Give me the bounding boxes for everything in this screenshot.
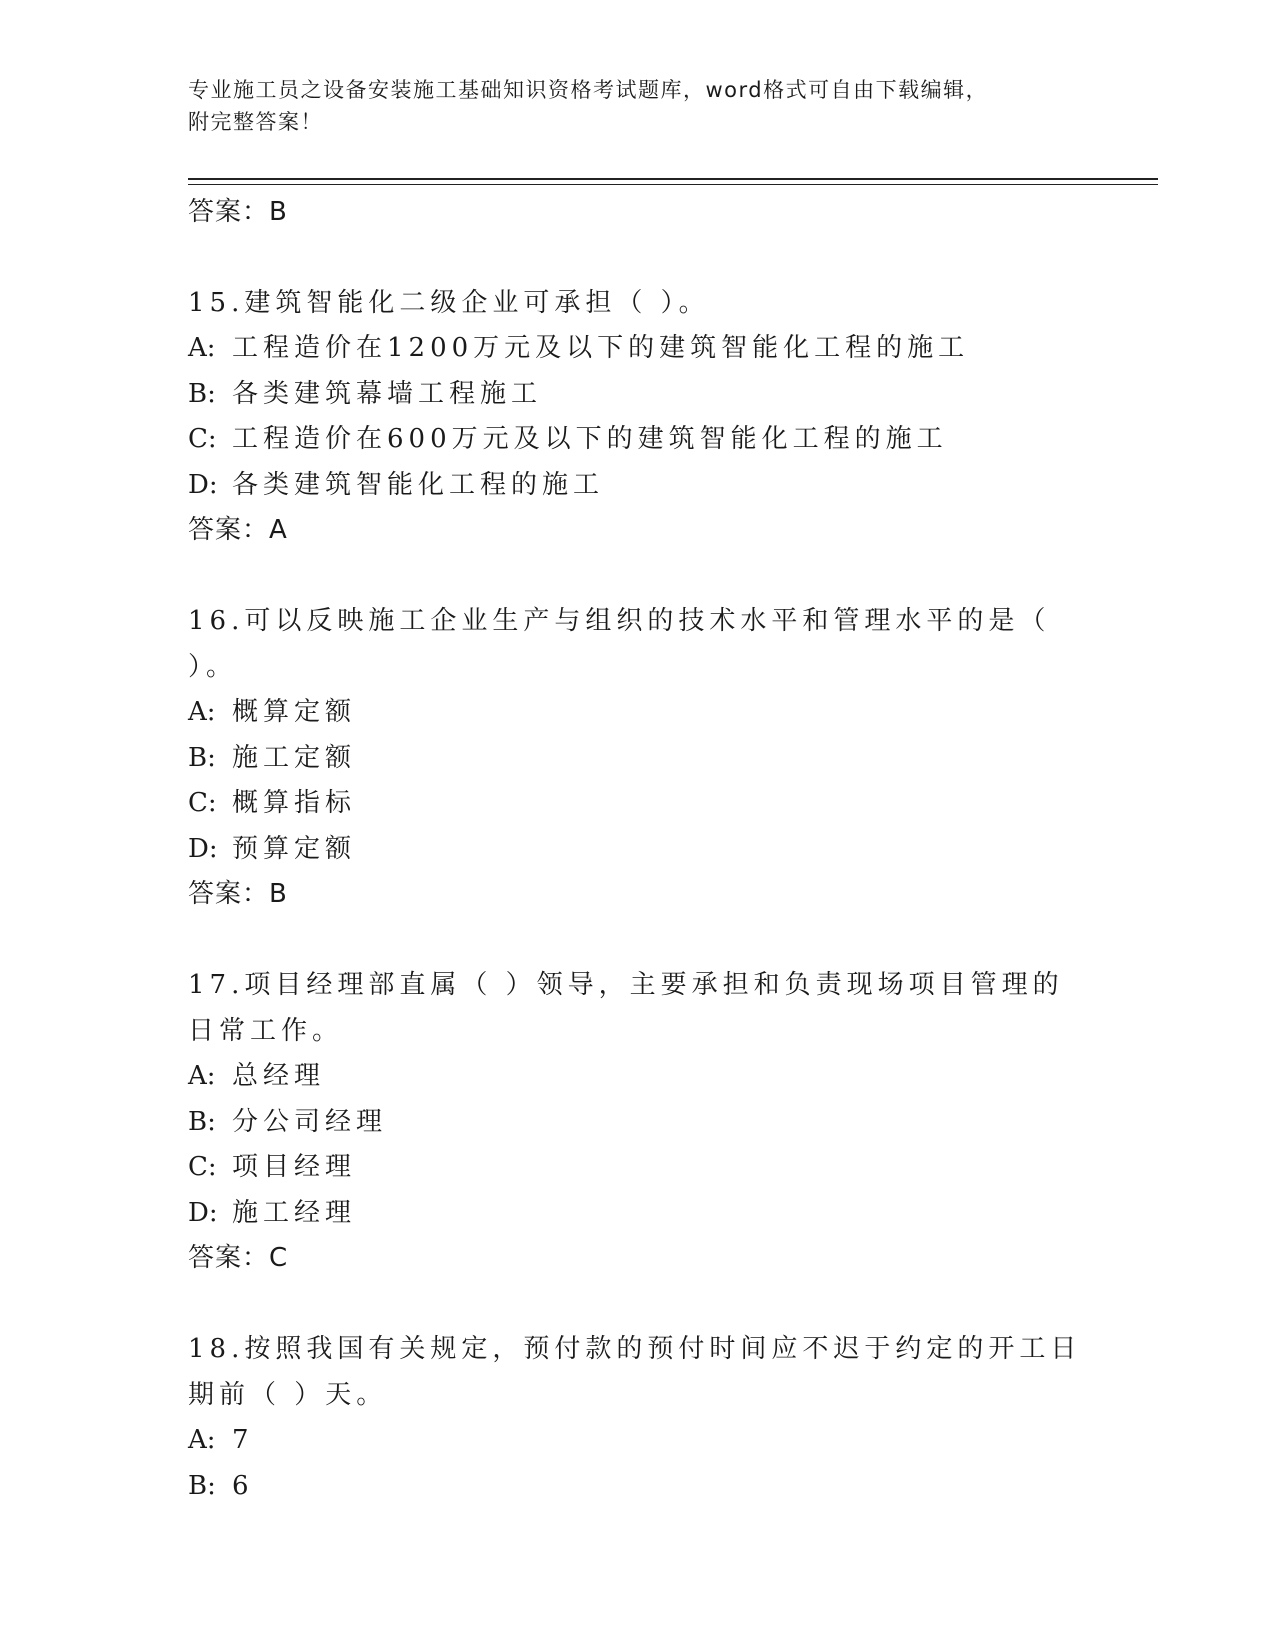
option-a xyxy=(188,1418,1158,1464)
option-text: 各类建筑智能化工程的施工 xyxy=(232,469,605,500)
header-line-2: 附完整答案！ xyxy=(188,110,323,134)
option-text: 工程造价在600万元及以下的建筑智能化工程的施工 xyxy=(232,424,948,454)
question-block xyxy=(188,1326,1158,1509)
header-divider-thin xyxy=(188,184,1158,185)
option-d xyxy=(188,1191,1158,1237)
option-letter: A: xyxy=(188,333,216,363)
answer-line: 答案：A xyxy=(188,515,288,545)
option-letter: B: xyxy=(188,378,216,409)
question-block xyxy=(188,962,1158,1280)
option-c xyxy=(188,781,1158,827)
option-letter: B: xyxy=(188,742,216,773)
document-header xyxy=(188,74,1088,138)
option-text: 工程造价在1200万元及以下的建筑智能化工程的施工 xyxy=(232,333,970,363)
question-block xyxy=(188,280,1158,552)
option-a xyxy=(188,326,1158,372)
option-c xyxy=(188,417,1158,463)
option-b xyxy=(188,1100,1158,1146)
option-text: 6 xyxy=(232,1470,254,1501)
option-letter: A: xyxy=(188,697,216,727)
option-text: 概算指标 xyxy=(232,788,357,818)
header-line-1: 专业施工员之设备安装施工基础知识资格考试题库，word格式可自由下载编辑， xyxy=(188,78,989,102)
question-stem: 17.项目经理部直属（ ）领导，主要承担和负责现场项目管理的日常工作。 xyxy=(188,970,1064,1046)
header-divider xyxy=(188,178,1158,180)
option-text: 各类建筑幕墙工程施工 xyxy=(232,378,543,409)
option-a xyxy=(188,1054,1158,1100)
question-stem: 16.可以反映施工企业生产与组织的技术水平和管理水平的是（ ）。 xyxy=(188,606,1051,682)
option-text: 施工经理 xyxy=(232,1197,357,1228)
option-b xyxy=(188,372,1158,418)
option-text: 施工定额 xyxy=(232,742,357,773)
option-letter: B: xyxy=(188,1106,216,1137)
option-d xyxy=(188,463,1158,509)
option-letter: D: xyxy=(188,1197,218,1228)
option-b xyxy=(188,1464,1158,1510)
question-list xyxy=(188,190,1158,1509)
option-letter: B: xyxy=(188,1470,216,1501)
option-letter: C: xyxy=(188,424,217,454)
option-letter: A: xyxy=(188,1425,216,1455)
option-text: 项目经理 xyxy=(232,1152,357,1182)
option-text: 预算定额 xyxy=(232,833,357,864)
option-b xyxy=(188,736,1158,782)
option-a xyxy=(188,690,1158,736)
answer-line: 答案：B xyxy=(188,879,288,909)
question-block xyxy=(188,598,1158,916)
option-letter: D: xyxy=(188,833,218,864)
option-letter: C: xyxy=(188,1152,217,1182)
option-letter: D: xyxy=(188,469,218,500)
option-text: 总经理 xyxy=(232,1061,326,1091)
option-text: 分公司经理 xyxy=(232,1106,388,1137)
answer-line: 答案：C xyxy=(188,1243,289,1273)
previous-answer: 答案：B xyxy=(188,197,288,227)
question-stem: 18.按照我国有关规定，预付款的预付时间应不迟于约定的开工日期前（ ）天。 xyxy=(188,1334,1082,1410)
option-letter: C: xyxy=(188,788,217,818)
option-letter: A: xyxy=(188,1061,216,1091)
option-d xyxy=(188,827,1158,873)
option-text: 7 xyxy=(232,1425,254,1455)
option-c xyxy=(188,1145,1158,1191)
option-text: 概算定额 xyxy=(232,697,357,727)
question-stem: 15.建筑智能化二级企业可承担（ ）。 xyxy=(188,288,710,318)
